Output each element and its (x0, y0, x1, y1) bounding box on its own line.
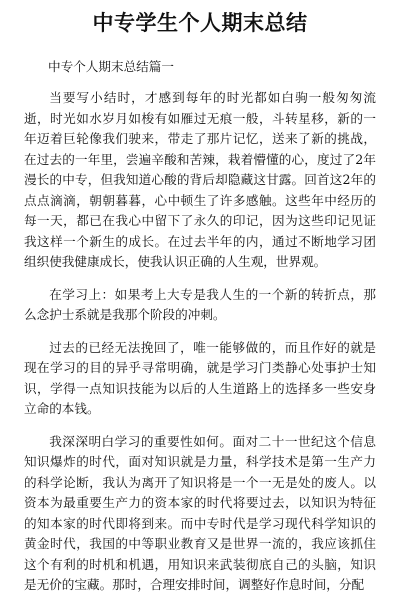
paragraph-3: 过去的已经无法挽回了，唯一能够做的，而且作好的就是现在学习的目的异乎寻常明确，就是学习门类静心处事护士知识，学得一点知识技能为以后的人生道路上的选择多一些安身立命的本钱。 (24, 339, 376, 416)
paragraph-2: 在学习上：如果考上大专是我人生的一个新的转折点，那么念护士系就是我那个阶段的冲刺。 (24, 286, 376, 322)
document-title: 中专学生个人期末总结 (92, 11, 308, 35)
paragraph-4: 我深深明白学习的重要性如何。面对二十一世纪这个信息知识爆炸的时代，面对知识就是力量，科学技术是第一生产力的科学论断，我认为离开了知识将是一个一无是处的废人。以资本为最重要生产力的资本家的时代将要过去，以知识为特征的知本家的时代即将到来。而中专时代是学习现代科学知识的黄金时代，我国的中等职业教育又是世界一流的，我应该抓住这个有利的时机和机遇，用知识来武装彻底自己的头脑，知识是无价的宝藏。那时，合理安排时间，调整好作息时间，分配 (24, 433, 376, 592)
section-heading: 中专个人期末总结篇一 (48, 59, 174, 74)
paragraph-1: 当要写小结时，才感到每年的时光都如白驹一般匆匆流逝，时光如水岁月如梭有如雁过无痕一般，斗转星移，新的一年迈着巨轮像我们驶来，带走了那片记忆，送来了新的挑战，在过去的一年里，尝遍辛酸和苦辣，栽着懵懂的心，度过了2年漫长的中专，但我知道心酸的背后却隐藏这甘露。回首这2年的点点滴滴，朝朝暮暮，心中顿生了许多感触。这些年中经历的每一天，都已在我心中留下了永久的印记，因为这些印记见证我这样一个新生的成长。在过去半年的内，通过不断地学习团组织使我健康成长，使我认识正确的人生观，世界观。 (24, 90, 376, 269)
